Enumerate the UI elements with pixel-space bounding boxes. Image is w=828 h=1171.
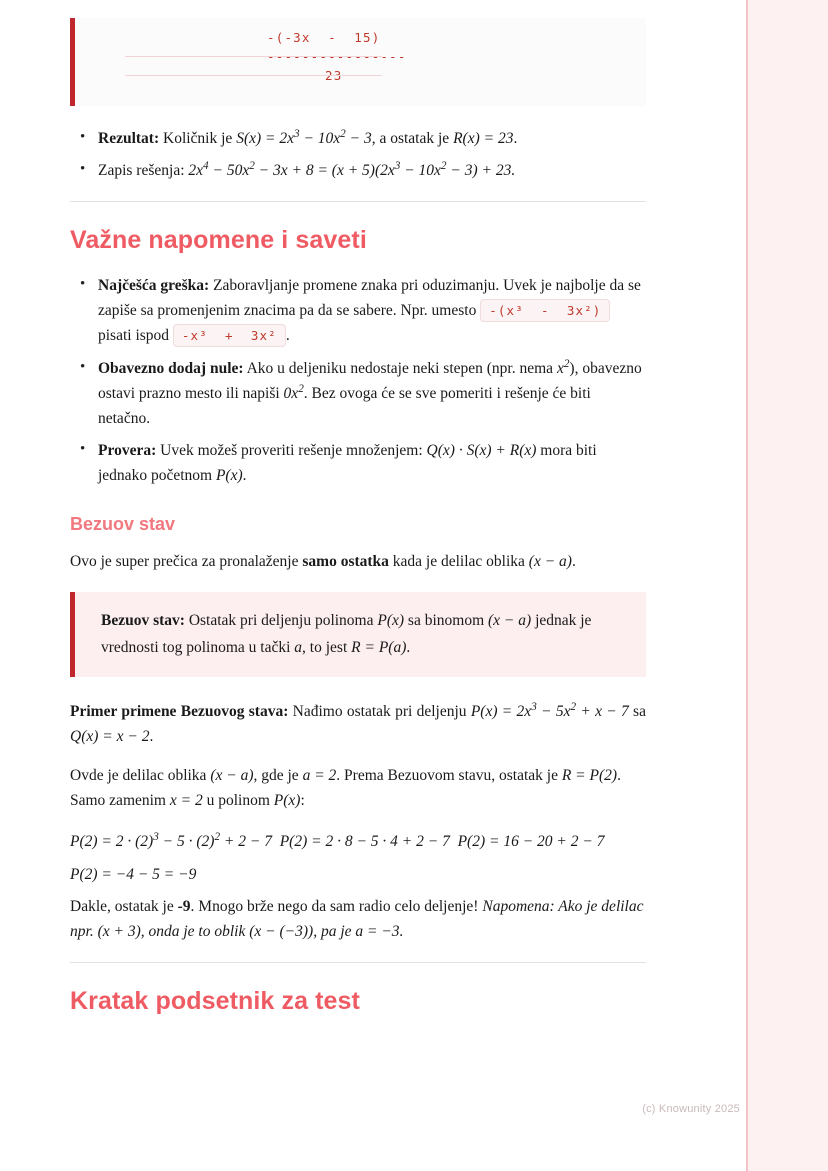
p2a: Ovde je delilac oblika [70, 767, 211, 785]
callout-t2: sa binomom [404, 612, 489, 630]
result-math-2: R(x) = 23 [453, 130, 514, 147]
solution-math: $2x^4 - 50x^2 - 3x + 8 = (x + 5)(2x^3 - 10x^2 - 3) + 23$. [188, 159, 516, 180]
section-title-summary: Kratak podsetnik za test [70, 987, 360, 1016]
concl-bold: -9 [177, 898, 191, 916]
long-division-code-block [70, 18, 646, 106]
bezout-intro-end: . [571, 553, 576, 571]
p2c: . Prema Bezuovom stavu, ostatak je [336, 767, 562, 785]
code-line-3: 23 [97, 66, 632, 85]
bezout-intro-b: kada je delilac oblika [388, 553, 529, 571]
bezout-explanation: Ovde je delilac oblika (x − a), gde je a = 2. Prema Bezuovom stavu, ostatak je R = P(2). Samo zamenim x = 2 u polinom P(x): [70, 767, 621, 810]
code-chip-wrong: -(x³ - 3x²) [480, 299, 610, 322]
subsection-title-bezout: Bezuov stav [70, 514, 176, 535]
result-text-before: Količnik je [159, 130, 237, 147]
callout-t4: , to jest [302, 638, 352, 656]
note-c: , pa je [313, 923, 356, 941]
list-item: • Obavezno dodaj nule: Ako u deljeniku nedostaje neki stepen (npr. nema $x^2$), obavezno ostavi prazno mesto ili napiši $0x^2$. Bez ovoga će se sve pomeriti i rešenje će biti netačno. [96, 356, 646, 431]
calc-line-2: P(2) = −4 − 5 = −9 [70, 865, 197, 883]
code-line-1: -(-3x - 15) [267, 30, 381, 45]
bezout-intro-a: Ovo je super prečica za pronalaženje [70, 553, 303, 571]
callout-t5: . [406, 638, 411, 656]
note-label-check: Provera: [98, 441, 157, 459]
concl-a: Dakle, ostatak je [70, 898, 178, 916]
section-title-notes: Važne napomene i saveti [70, 226, 367, 255]
callout-t3: jednak je vrednosti tog polinoma u tački [101, 612, 592, 656]
code-line-2: ---------------- [97, 47, 632, 66]
p2f: : [300, 792, 305, 810]
example-end: . [149, 728, 154, 745]
note-label-add-zeros: Obavezno dodaj nule: [98, 359, 244, 377]
example-text2: sa [628, 702, 646, 720]
note-tail: . [285, 327, 290, 345]
divider-2 [70, 962, 646, 963]
concl-b: . Mnogo brže nego da sam radio celo deljenje! [190, 898, 483, 916]
bezout-callout [70, 592, 646, 677]
list-item [96, 158, 646, 183]
bezout-callout-text: Bezuov stav: Ostatak pri deljenju polinoma P(x) sa binomom (x − a) jednak je vrednosti tog polinoma u tački a, to jest R = P(a). [101, 612, 592, 656]
note-b: , onda je to oblik [140, 923, 250, 941]
notes-list [70, 273, 646, 488]
list-item [96, 126, 646, 151]
code-chip-right: -x³ + 3x² [173, 324, 286, 347]
bezout-example-intro: Primer primene Bezuovog stava: Nađimo ostatak pri deljenju $P(x) = 2x^3 - 5x^2 + x - 7$ sa Q(x) = x − 2. [70, 700, 646, 745]
code-rule-left-2 [125, 75, 382, 76]
bezout-callout-label: Bezuov stav: [101, 612, 185, 630]
note-label-common-mistake: Najčešća greška: [98, 277, 210, 295]
bezout-intro [70, 549, 646, 574]
result-list [70, 126, 646, 183]
result-label: Rezultat: [98, 130, 160, 147]
example-text: Nađimo ostatak pri deljenju [288, 702, 471, 720]
footer-credit: (c) Knowunity 2025 [642, 1103, 740, 1115]
p2b: , gde je [253, 767, 303, 785]
result-text-after: . [513, 130, 518, 147]
solution-label: Zapis rešenja: [98, 162, 185, 180]
bezout-intro-bold: samo ostatka [302, 553, 389, 571]
p2d: . Samo zamenim [70, 767, 621, 810]
concl-note: Napomena: Ako je delilac npr. (x + 3), onda je to oblik (x − (−3)), pa je a = −3. [70, 898, 644, 941]
list-item: • Provera: Uvek možeš proveriti rešenje množenjem: Q(x) · S(x) + R(x) mora biti jednako početnom P(x). [96, 438, 646, 488]
bezout-calculation [70, 829, 646, 888]
right-margin-strip [746, 0, 828, 1171]
divider [70, 201, 646, 202]
list-item [96, 273, 646, 348]
note-d: . [399, 923, 404, 941]
result-math: $S(x) = 2x^3 - 10x^2 - 3$ [236, 127, 372, 147]
note-a: Napomena: Ako je delilac npr. [70, 898, 644, 941]
bezout-conclusion [70, 894, 646, 944]
note-middle-text: pisati ispod [98, 327, 170, 345]
code-rule-left [125, 56, 382, 57]
p2e: u polinom [202, 792, 274, 810]
bezout-intro-math: (x − a) [528, 553, 572, 571]
calc-line-1: $P(2) = 2 \cdot (2)^3 - 5 \cdot (2)^2 + 2 - 7$ P(2) = 2 · 8 − 5 · 4 + 2 − 7 P(2) = 16 − 20 + 2 − 7 [70, 831, 605, 851]
result-text-mid: , a ostatak je [371, 130, 454, 147]
note-text-common-mistake: Zaboravljanje promene znaka pri oduzimanju. Uvek je najbolje da se zapiše sa promenjenim znacima pa da se sabere. Npr. umesto [98, 277, 641, 320]
example-label: Primer primene Bezuovog stava: [70, 702, 289, 720]
callout-t1: Ostatak pri deljenju polinoma [184, 612, 378, 630]
